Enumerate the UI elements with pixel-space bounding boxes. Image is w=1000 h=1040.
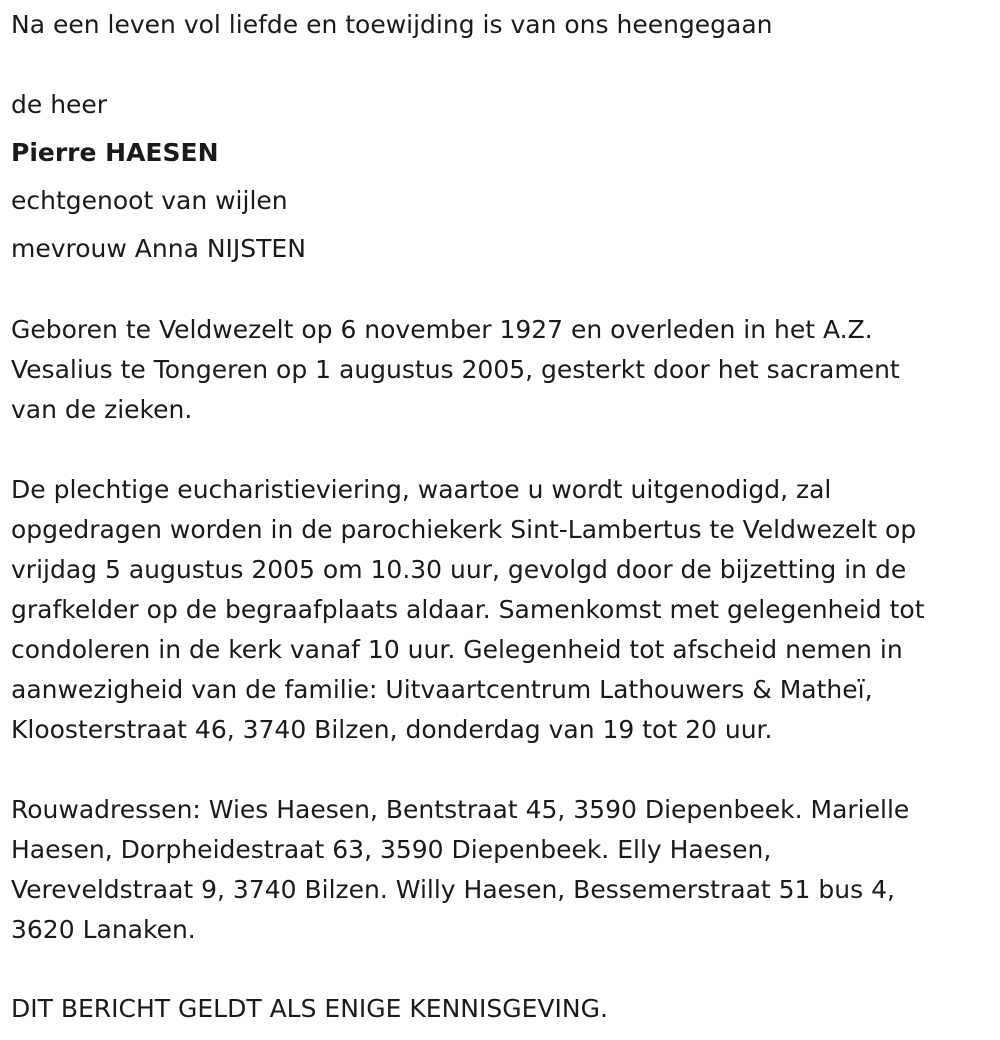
intro-text: Na een leven vol liefde en toewijding is van ons heengegaan [11,10,773,39]
deceased-name: Pierre HAESEN [11,138,219,167]
paragraph-line: Rouwadressen: Wies Haesen, Bentstraat 45, 3590 Diepenbeek. Marielle [11,795,910,824]
addresses-paragraph [11,790,996,950]
paragraph-line: van de zieken. [11,395,193,424]
paragraph-line: Vereveldstraat 9, 3740 Bilzen. Willy Haesen, Bessemerstraat 51 bus 4, [11,875,895,904]
birth-death-paragraph [11,310,996,430]
paragraph-line: Haesen, Dorpheidestraat 63, 3590 Diepenbeek. Elly Haesen, [11,835,772,864]
paragraph-line: vrijdag 5 augustus 2005 om 10.30 uur, gevolgd door de bijzetting in de [11,555,907,584]
paragraph-line: grafkelder op de begraafplaats aldaar. Samenkomst met gelegenheid tot [11,595,925,624]
paragraph-line: De plechtige eucharistieviering, waartoe u wordt uitgenodigd, zal [11,475,832,504]
paragraph-line: condoleren in de kerk vanaf 10 uur. Gelegenheid tot afscheid nemen in [11,635,903,664]
ceremony-paragraph [11,470,996,750]
paragraph-line: Vesalius te Tongeren op 1 augustus 2005, gesterkt door het sacrament [11,355,900,384]
salutation: de heer [11,90,108,119]
spouse-name: mevrouw Anna NIJSTEN [11,234,306,263]
paragraph-line: Geboren te Veldwezelt op 6 november 1927 en overleden in het A.Z. [11,315,873,344]
paragraph-line: Kloosterstraat 46, 3740 Bilzen, donderdag van 19 tot 20 uur. [11,715,773,744]
paragraph-line: aanwezigheid van de familie: Uitvaartcentrum Lathouwers & Matheï, [11,675,873,704]
relation-text: echtgenoot van wijlen [11,186,288,215]
closing-text: DIT BERICHT GELDT ALS ENIGE KENNISGEVING. [11,994,608,1023]
paragraph-line: 3620 Lanaken. [11,915,196,944]
paragraph-line: opgedragen worden in de parochiekerk Sint-Lambertus te Veldwezelt op [11,515,917,544]
